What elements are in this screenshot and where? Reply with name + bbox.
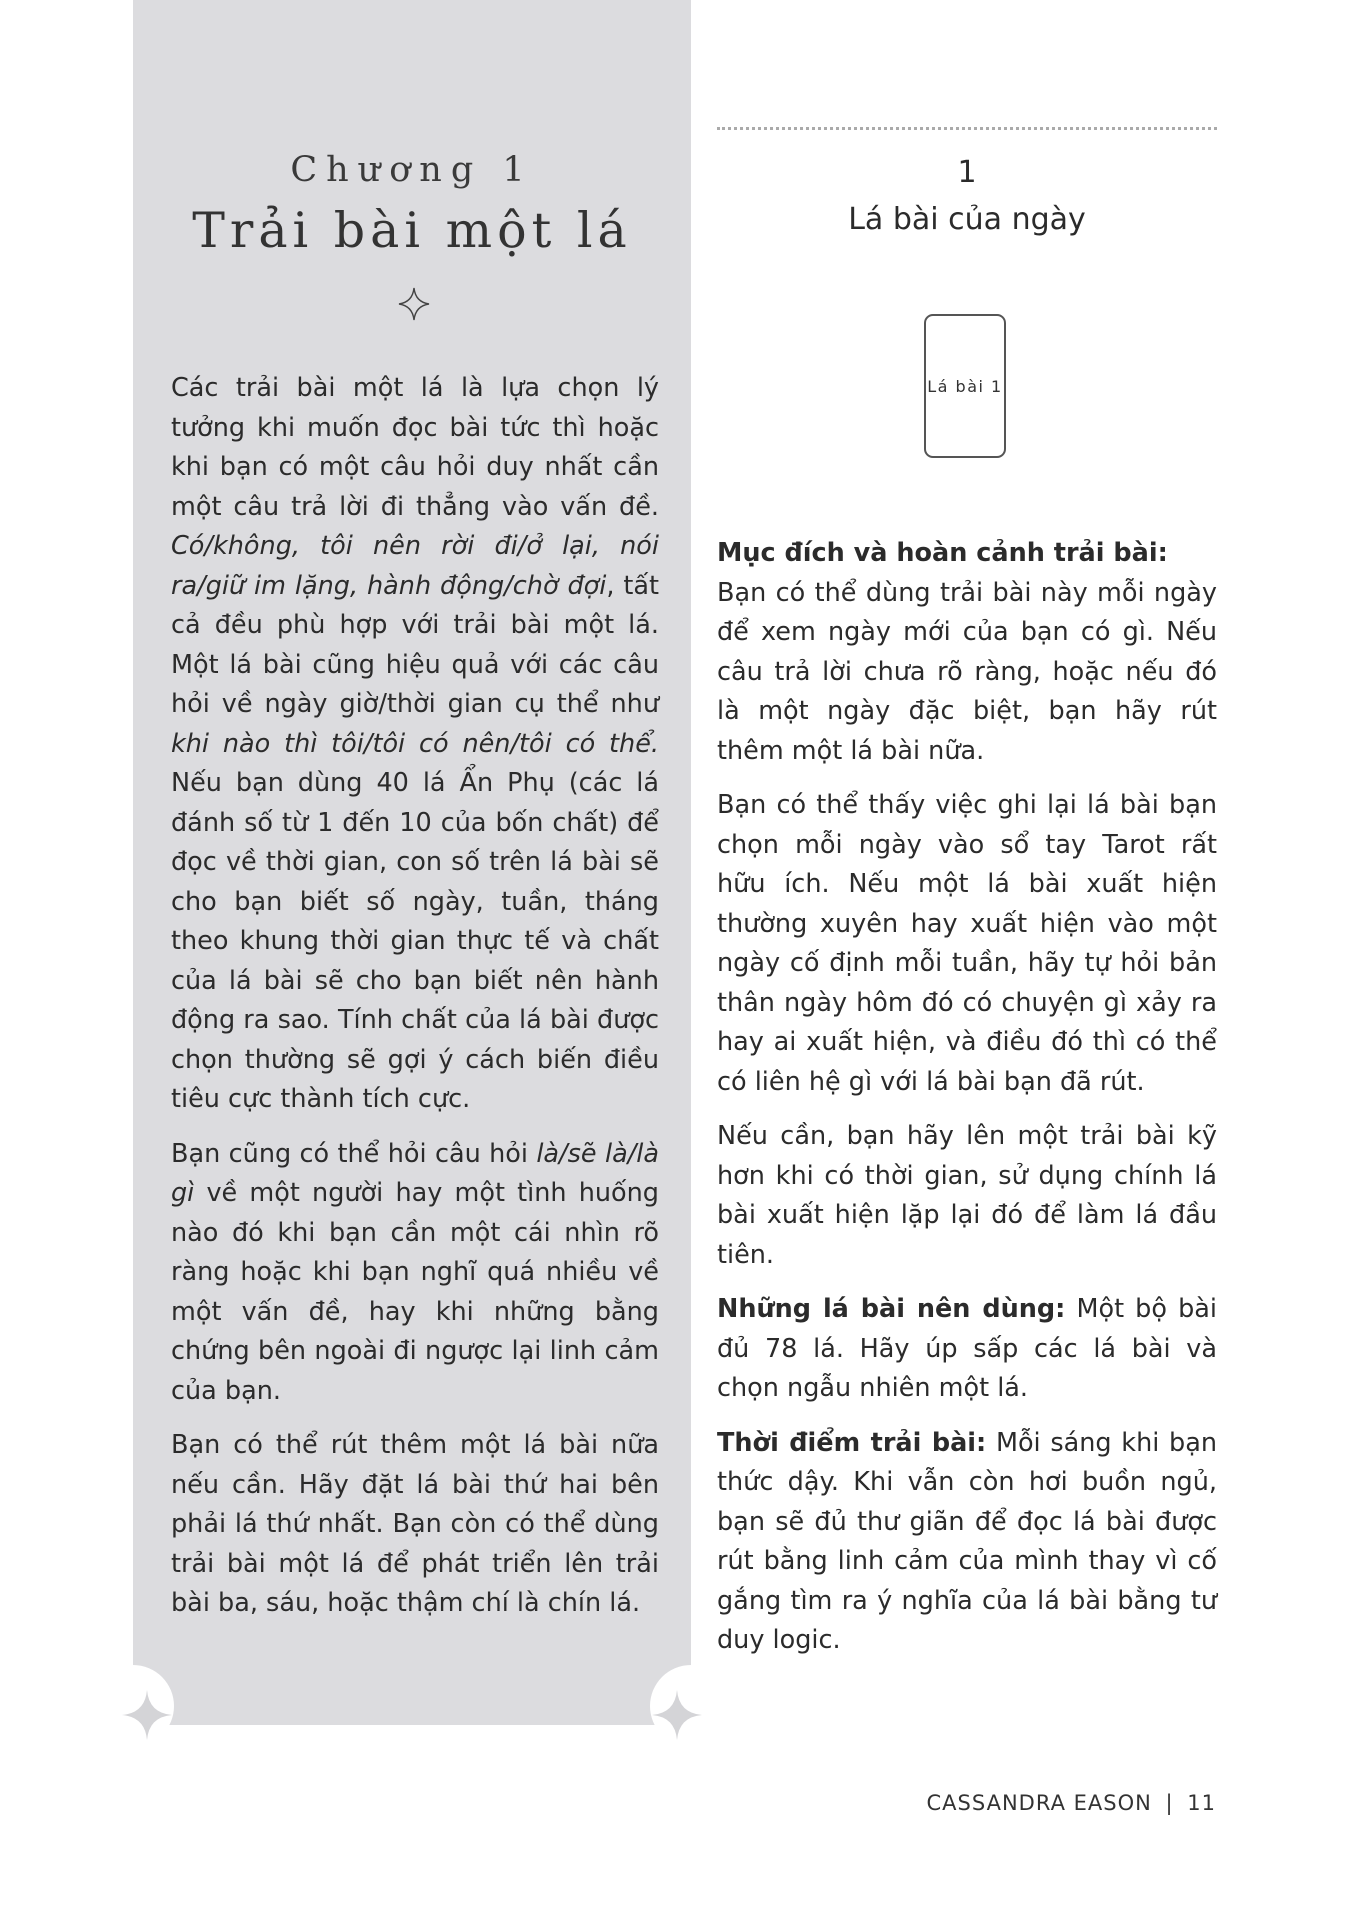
- corner-star-icon: [652, 1690, 702, 1740]
- italic-text-run: là/sẽ là/là gì: [171, 1138, 659, 1208]
- body-paragraph: Bạn có thể thấy việc ghi lại lá bài bạn chọn mỗi ngày vào sổ tay Tarot rất hữu ích. Nếu một lá bài xuất hiện thường xuyên hay xuất hiện vào một ngày cố định mỗi tuần, hãy tự hỏi bản thân ngày hôm đó có chuyện gì xảy ra hay ai xuất hiện, và điều đó thì có thể có liên hệ gì với lá bài bạn đã rút.: [717, 790, 1217, 1097]
- text-run: về một người hay một tình huống nào đó khi bạn cần một cái nhìn rõ ràng hoặc khi bạn nghĩ quá nhiều về một vấn đề, hay khi những bằng chứng bên ngoài đi ngược lại linh cảm của bạn.: [171, 1178, 659, 1406]
- chapter-body-text: [171, 369, 659, 1639]
- text-run: Bạn cũng có thể hỏi câu hỏi: [171, 1138, 537, 1169]
- purpose-paragraph: Bạn có thể dùng trải bài này mỗi ngày để xem ngày mới của bạn có gì. Nếu câu trả lời chưa rõ ràng, hoặc nếu đó là một ngày đặc biệt, bạn hãy rút thêm một lá bài nữa.: [717, 577, 1217, 766]
- text-run: Nếu bạn dùng 40 lá Ẩn Phụ (các lá đánh số từ 1 đến 10 của bốn chất) để đọc về thời gian, con số trên lá bài sẽ cho bạn biết số ngày, tuần, tháng theo khung thời gian thực tế và chất của lá bài sẽ cho bạn biết nên hành động ra sao. Tính chất của lá bài được chọn thường sẽ gợi ý cách biến điều tiêu cực thành tích cực.: [171, 768, 659, 1114]
- corner-star-icon: [122, 1690, 172, 1740]
- footer-author: CASSANDRA EASON: [926, 1791, 1152, 1815]
- spread-number: 1: [957, 155, 977, 190]
- italic-text-run: Có/không, tôi nên rời đi/ở lại, nói ra/giữ im lặng, hành động/chờ đợi: [171, 531, 659, 601]
- chapter-paragraph: [171, 369, 659, 1120]
- spread-body-text: [717, 534, 1217, 1676]
- spread-title: Lá bài của ngày: [848, 202, 1086, 237]
- sparkle-star-icon: [398, 287, 430, 321]
- body-paragraph: Nếu cần, bạn hãy lên một trải bài kỹ hơn khi có thời gian, sử dụng chính lá bài xuất hiện lặp lại đó để làm lá đầu tiên.: [717, 1121, 1217, 1270]
- timing-text: Mỗi sáng khi bạn thức dậy. Khi vẫn còn hơi buồn ngủ, bạn sẽ đủ thư giãn để đọc lá bài được rút bằng linh cảm của mình thay vì cố gắng tìm ra ý nghĩa của lá bài bằng tư duy logic.: [717, 1427, 1218, 1655]
- timing-paragraph: [717, 1424, 1217, 1661]
- dotted-divider: [717, 127, 1217, 130]
- chapter-title: Trải bài một lá: [192, 202, 632, 259]
- chapter-number: Chương 1: [290, 150, 534, 190]
- cards-paragraph: [717, 1290, 1217, 1409]
- cards-text: Một bộ bài đủ 78 lá. Hãy úp sấp các lá bài và chọn ngẫu nhiên một lá.: [717, 1294, 1217, 1403]
- chapter-paragraph: [171, 1426, 659, 1624]
- text-run: Các trải bài một lá là lựa chọn lý tưởng khi muốn đọc bài tức thì hoặc khi bạn có một câu hỏi duy nhất cần một câu trả lời đi thẳng vào vấn đề.: [171, 373, 659, 522]
- card-label: Lá bài 1: [927, 376, 1003, 396]
- timing-label: Thời điểm trải bài:: [717, 1427, 987, 1458]
- page-footer: [927, 1791, 1217, 1815]
- chapter-paragraph: [171, 1135, 659, 1412]
- footer-separator: |: [1165, 1791, 1174, 1815]
- text-run: , tất cả đều phù hợp với trải bài một lá. Một lá bài cũng hiệu quả với các câu hỏi về ngày giờ/thời gian cụ thể như: [171, 570, 659, 719]
- purpose-heading: Mục đích và hoàn cảnh trải bài:: [717, 538, 1168, 568]
- card-position-1: [924, 314, 1006, 458]
- italic-text-run: khi nào thì tôi/tôi có nên/tôi có thể.: [171, 728, 659, 759]
- cards-label: Những lá bài nên dùng:: [717, 1294, 1066, 1324]
- page-number: 11: [1187, 1791, 1216, 1815]
- text-run: Bạn có thể rút thêm một lá bài nữa nếu cần. Hãy đặt lá bài thứ hai bên phải lá thứ nhất. Bạn còn có thể dùng trải bài một lá để phát triển lên trải bài ba, sáu, hoặc thậm chí là chín lá.: [171, 1430, 659, 1618]
